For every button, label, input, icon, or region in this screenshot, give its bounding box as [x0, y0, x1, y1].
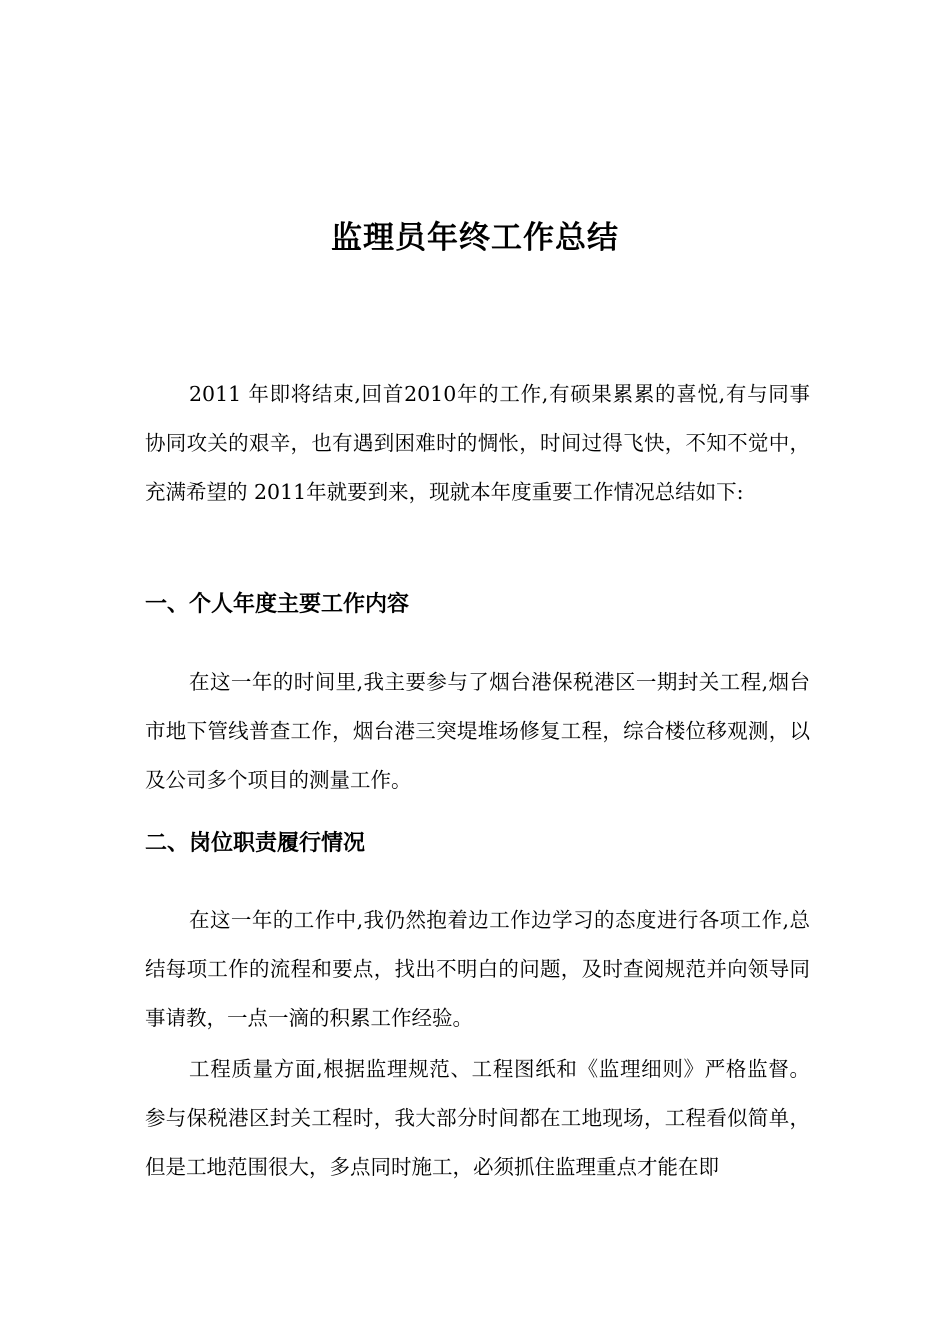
section-2-paragraph-2: 工程质量方面,根据监理规范、工程图纸和《监理细则》严格监督。参与保税港区封关工程时，我大部分时间都在工地现场，工程看似简单，但是工地范围很大，多点同时施工，必须抓住监理重点才能在即	[145, 1057, 810, 1179]
section-2-paragraph-1: 在这一年的工作中,我仍然抱着边工作边学习的态度进行各项工作,总结每项工作的流程和要点，找出不明白的问题，及时查阅规范并向领导同事请教，一点一滴的积累工作经验。	[145, 908, 810, 1030]
section-heading-1: 一、个人年度主要工作内容	[145, 592, 410, 617]
document-title: 监理员年终工作总结	[331, 220, 619, 256]
section-heading-2: 二、岗位职责履行情况	[145, 831, 366, 856]
section-1-paragraph: 在这一年的时间里,我主要参与了烟台港保税港区一期封关工程,烟台市地下管线普查工作，烟台港三突堤堆场修复工程，综合楼位移观测，以及公司多个项目的测量工作。	[145, 670, 810, 792]
intro-paragraph: 2011 年即将结束,回首2010年的工作,有硕果累累的喜悦,有与同事协同攻关的艰辛，也有遇到困难时的惆怅，时间过得飞快，不知不觉中，充满希望的 2011年就要到来，现就本年度重要工作情况总结如下:	[145, 382, 810, 504]
